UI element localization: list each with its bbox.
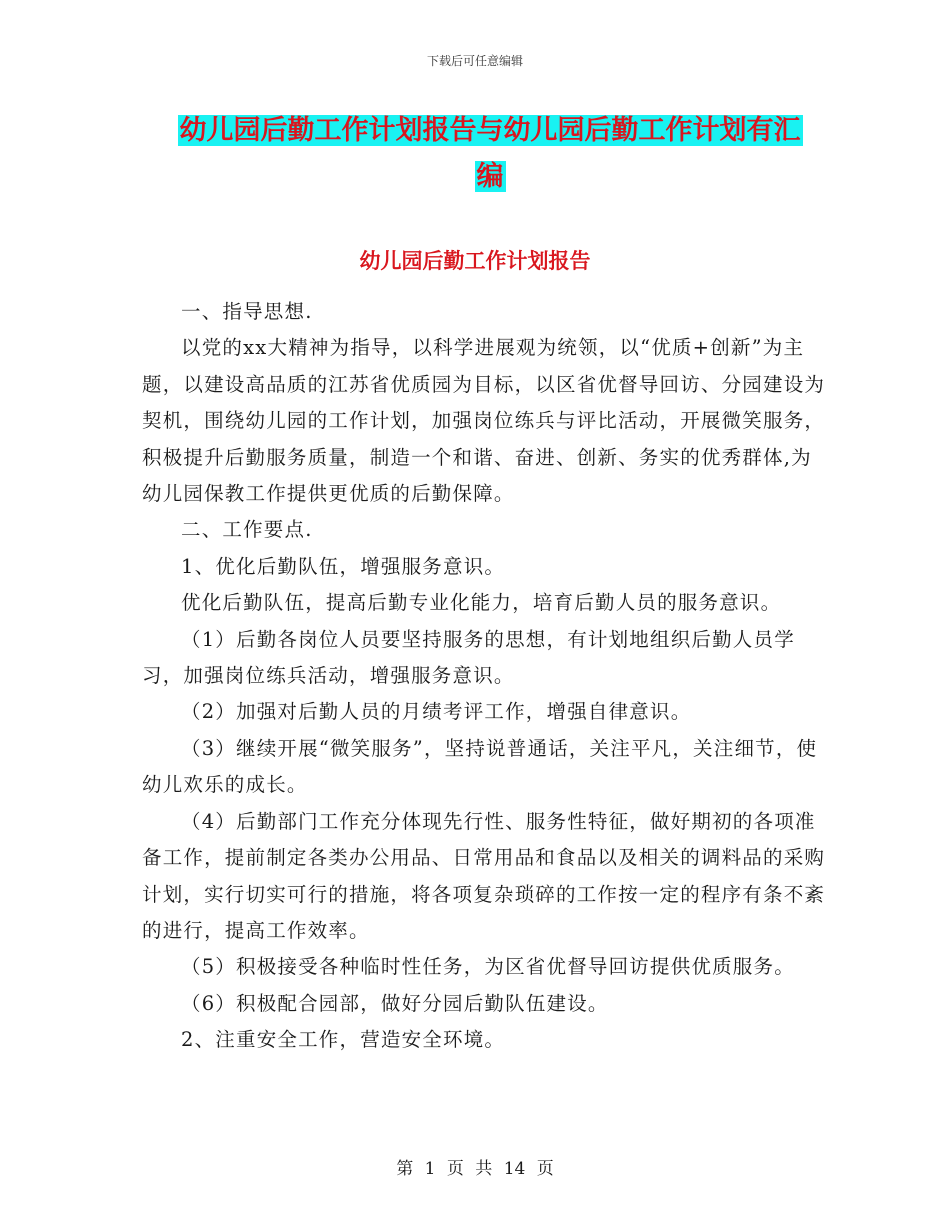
document-title-line-2: 编 bbox=[476, 161, 504, 192]
page-footer: 第 1 页 共 14 页 bbox=[396, 1159, 554, 1179]
paragraph-guiding-text: 以党的xx大精神为指导，以科学进展观为统领，以“优质+创新”为主题，以建设高品质的江苏省优质园为目标，以区省优督导回访、分园建设为契机，围绕幼儿园的工作计划，加强岗位练兵与评比活动，开展微笑服务，积极提升后勤服务质量，制造一个和谐、奋进、创新、务实的优秀群体,为幼儿园保教工作提供更优质的后勤保障。 bbox=[142, 336, 826, 506]
paragraph-sub-5: （5）积极接受各种临时性任务，为区省优督导回访提供优质服务。 bbox=[181, 955, 795, 979]
paragraph-item-1-text: 优化后勤队伍，提高后勤专业化能力，培育后勤人员的服务意识。 bbox=[181, 591, 782, 615]
document-body bbox=[142, 294, 832, 1059]
header-note: 下载后可任意编辑 bbox=[426, 54, 523, 68]
paragraph-sub-2: （2）加强对后勤人员的月绩考评工作，增强自律意识。 bbox=[181, 700, 692, 724]
paragraph-guiding-heading: 一、指导思想. bbox=[181, 300, 313, 323]
paragraph-sub-4: （4）后勤部门工作充分体现先行性、服务性特征，做好期初的各项准备工作，提前制定各类办公用品、日常用品和食品以及相关的调料品的采购计划，实行切实可行的措施，将各项复杂琐碎的工作按一定的程序有条不紊的进行，提高工作效率。 bbox=[142, 809, 826, 942]
document-title-line-1: 幼儿园后勤工作计划报告与幼儿园后勤工作计划有汇 bbox=[179, 115, 801, 146]
paragraph-item-2-heading: 2、注重安全工作，营造安全环境。 bbox=[181, 1028, 506, 1052]
paragraph-sub-6: （6）积极配合园部，做好分园后勤队伍建设。 bbox=[181, 991, 609, 1015]
paragraph-item-1-heading: 1、优化后勤队伍，增强服务意识。 bbox=[181, 554, 506, 578]
paragraph-sub-3: （3）继续开展“微笑服务”，坚持说普通话，关注平凡，关注细节，使幼儿欢乐的成长。 bbox=[142, 736, 818, 797]
paragraph-sub-1: （1）后勤各岗位人员要坚持服务的思想，有计划地组织后勤人员学习，加强岗位练兵活动，增强服务意识。 bbox=[142, 627, 795, 688]
section-title: 幼儿园后勤工作计划报告 bbox=[359, 249, 591, 273]
paragraph-key-points-heading: 二、工作要点. bbox=[181, 518, 313, 542]
document-title bbox=[160, 108, 820, 200]
